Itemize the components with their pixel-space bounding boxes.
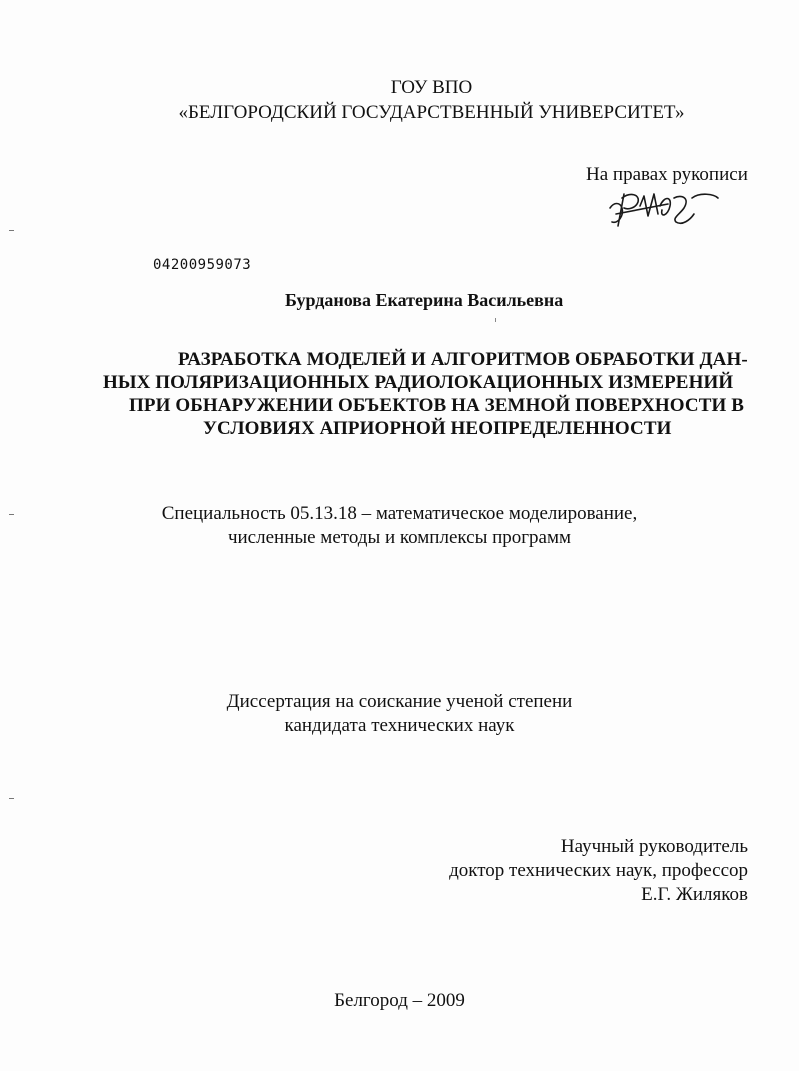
margin-mark [9,798,14,799]
margin-mark [9,230,14,231]
city-year: Белгород – 2009 [334,990,465,1011]
catalog-number: 04200959073 [153,257,252,273]
rights-note: На правах рукописи [586,164,748,185]
signature-icon [604,188,724,234]
margin-mark [9,514,14,515]
supervisor-degree: доктор технических наук, профессор [449,860,748,881]
specialty-line: Специальность 05.13.18 – математическое моделирование, [161,503,638,524]
author-name: Бурданова Екатерина Васильевна [285,290,564,310]
supervisor-role: Научный руководитель [560,836,748,857]
supervisor-name: Е.Г. Жиляков [641,884,748,905]
dissertation-title-line: УСЛОВИЯХ АПРИОРНОЙ НЕОПРЕДЕЛЕННОСТИ [203,418,672,439]
dissertation-title-line: РАЗРАБОТКА МОДЕЛЕЙ И АЛГОРИТМОВ ОБРАБОТКИ ДАН- [178,349,748,370]
dissertation-degree-line: Диссертация на соискание ученой степени [226,691,573,712]
institution-type: ГОУ ВПО [390,77,473,98]
dissertation-degree-line: кандидата технических наук [284,715,515,736]
dissertation-title-line: ПРИ ОБНАРУЖЕНИИ ОБЪЕКТОВ НА ЗЕМНОЙ ПОВЕРХНОСТИ В [129,395,744,416]
scan-dot [495,318,496,322]
university-name: «БЕЛГОРОДСКИЙ ГОСУДАРСТВЕННЫЙ УНИВЕРСИТЕТ» [178,102,685,123]
dissertation-title-line: НЫХ ПОЛЯРИЗАЦИОННЫХ РАДИОЛОКАЦИОННЫХ ИЗМЕРЕНИЙ [103,372,734,393]
specialty-line: численные методы и комплексы программ [227,527,572,548]
